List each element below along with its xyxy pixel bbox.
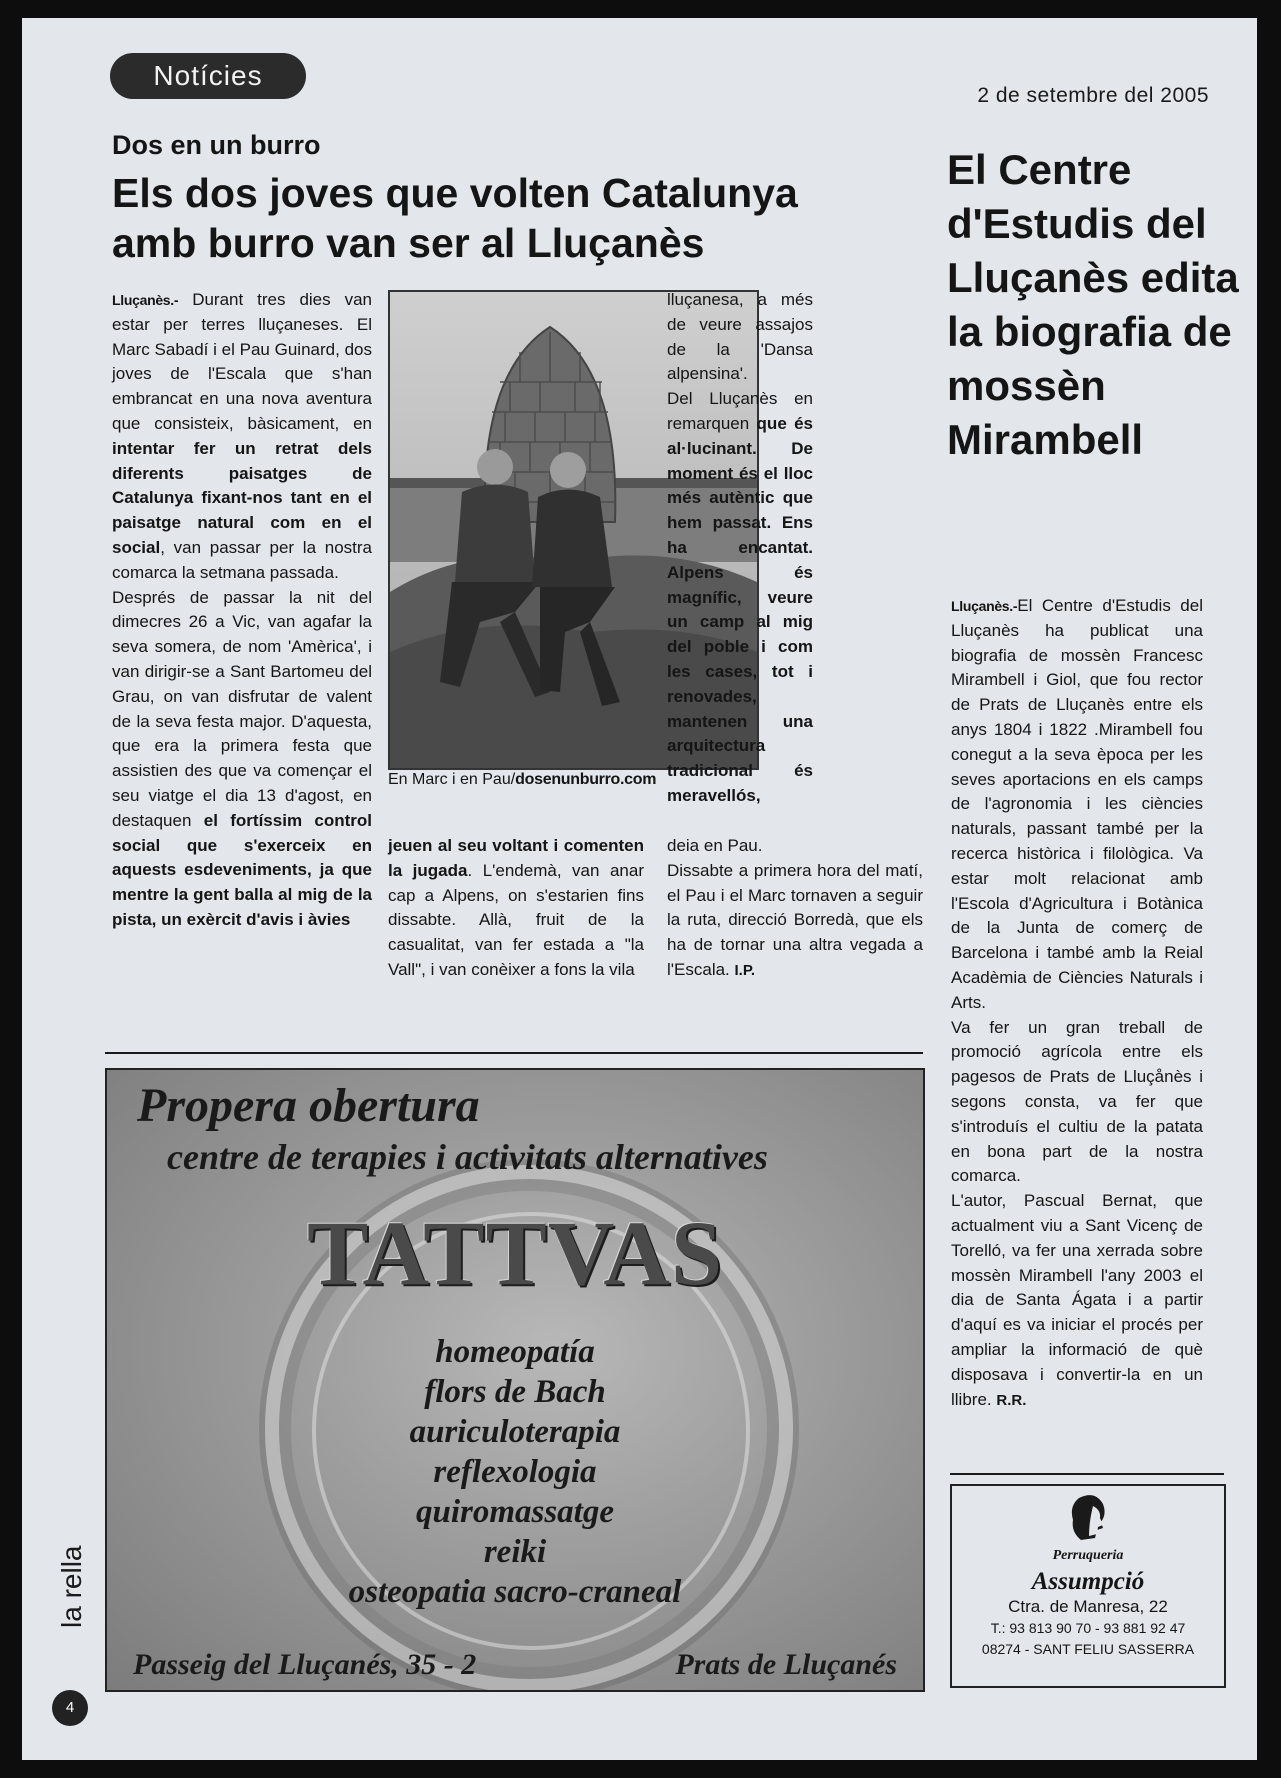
side-article-body: Lluçanès.-El Centre d'Estudis del Lluçanès ha publicat una biografia de mossèn Francesc Mirambell i Giol, que fou rector de Prats de Lluçanès entre els anys 1804 i 1822 .Mirambell fou conegut a la seva època per les seves aportacions en els camps de l'agronomia i les ciències naturals, passant també per la recerca històrica i filològica. Va estar molt relacionat amb l'Escola d'Agricultura i Botànica de la Junta de comerç de Barcelona i també amb la Reial Acadèmia de Ciències Naturals i Arts. Va fer un gran treball de promoció agrícola entre els pagesos de Prats de Lluçånès i segons consta, va fer que s'introduís el cultiu de la patata en bona part de la nostra comarca. L'autor, Pascual Bernat, que actualment viu a Sant Vicenç de Torelló, va fer una xerrada sobre mossèn Mirambell l'any 2003 el dia de Santa Ágata i a partir d'aquí es va iniciar el procés per ampliar la informació de què disposava i convertir-la en un llibre. R.R. bbox=[951, 596, 1203, 1409]
article-column-3-continued: deia en Pau. Dissabte a primera hora del matí, el Pau i el Marc tornaven a seguir la ruta, direcció Borredà, que els ha de tornar una altra vegada a l'Escala. I.P. bbox=[667, 836, 923, 979]
article-column-3: lluçanesa, a més de veure assajos de la 'Dansa alpensina'. Del Lluçanès en remarquen que és al·lucinant. De moment és el lloc més autèntic que hem passat. Ens ha encantat. Alpens és magnífic, veure un camp al mig del poble i com les cases, tot i renovades, mantenen una arquitectura tradicional és meravellós, bbox=[667, 290, 814, 805]
publication-name: la rella bbox=[56, 1545, 87, 1628]
ad-service: auriculoterapia bbox=[409, 1414, 621, 1450]
hairdresser-business-card bbox=[950, 1484, 1226, 1688]
ad-service: reiki bbox=[483, 1534, 547, 1570]
card-address: Ctra. de Manresa, 22 bbox=[1008, 1597, 1168, 1616]
ad-service: quiromassatge bbox=[415, 1494, 615, 1530]
side-article-signature: R.R. bbox=[996, 1391, 1027, 1409]
ad-town: Prats de Lluçanés bbox=[675, 1648, 897, 1681]
issue-date: 2 de setembre del 2005 bbox=[977, 84, 1209, 107]
article-column-2: jeuen al seu voltant i comenten la jugada. L'endemà, van anar cap a Alpens, on s'estarien fins dissabte. Allà, fruit de la casualitat, van fer estada a "la Vall", i van conèixer a fons la vila bbox=[388, 836, 644, 979]
tattvas-advertisement bbox=[105, 1068, 925, 1692]
article-column-1: Lluçanès.- Durant tres dies van estar per terres lluçaneses. El Marc Sabadí i el Pau Guinard, dos joves de l'Escala que s'han embrancat en una nova aventura que consisteix, bàsicament, en intentar fer un retrat dels diferents paisatges de Catalunya fixant-nos tant en el paisatge natural com en el social, van passar per la nostra comarca la setmana passada. Després de passar la nit del dimecres 26 a Vic, van agafar la seva somera, de nom 'Amèrica', i van dirigir-se a Sant Bartomeu del Grau, on van disfrutar de valent de la seva festa major. D'aquesta, que era la primera festa que assistien des que va començar el seu viatge el dia 13 d'agost, en destaquen el fortíssim control social que s'exerceix en aquests esdeveniments, ja que mentre la gent balla al mig de la pista, un exèrcit d'avis i àvies bbox=[112, 290, 372, 929]
article-lead: Lluçanès.- bbox=[112, 292, 179, 308]
caption-link: dosenunburro.com bbox=[515, 771, 657, 788]
ad-services-list bbox=[107, 1332, 923, 1612]
article-signature: I.P. bbox=[734, 961, 756, 979]
article-kicker: Dos en un burro bbox=[112, 130, 321, 160]
article-headline: Els dos joves que volten Catalunya amb burro van ser al Lluçanès bbox=[112, 170, 798, 266]
ad-brand-name: TATTVAS bbox=[306, 1202, 724, 1304]
woman-profile-logo-icon bbox=[1065, 1492, 1111, 1542]
ad-service: osteopatia sacro-craneal bbox=[348, 1574, 682, 1610]
card-business-type: Perruqueria bbox=[1052, 1548, 1124, 1563]
card-phone: T.: 93 813 90 70 - 93 881 92 47 bbox=[990, 1620, 1186, 1636]
card-city: 08274 - SANT FELIU SASSERRA bbox=[981, 1641, 1195, 1657]
ad-service: flors de Bach bbox=[424, 1374, 606, 1410]
section-badge: Notícies bbox=[110, 53, 306, 99]
ad-service: reflexologia bbox=[433, 1454, 597, 1490]
ad-title: Propera obertura bbox=[137, 1079, 480, 1132]
page-number: 4 bbox=[52, 1690, 88, 1726]
side-article-lead: Lluçanès.- bbox=[951, 598, 1018, 614]
newspaper-page bbox=[22, 18, 1257, 1760]
section-divider bbox=[105, 1052, 923, 1054]
card-business-name: Assumpció bbox=[1031, 1568, 1145, 1595]
ad-subtitle: centre de terapies i activitats alternatives bbox=[167, 1137, 768, 1177]
photo-caption: En Marc i en Pau/dosenunburro.com bbox=[388, 771, 657, 788]
card-divider bbox=[950, 1473, 1224, 1475]
side-article-headline: El Centre d'Estudis del Lluçanès edita la biografia de mossèn Mirambell bbox=[947, 146, 1239, 463]
ad-address: Passeig del Lluçanés, 35 - 2 bbox=[133, 1648, 477, 1681]
ad-service: homeopatía bbox=[435, 1334, 595, 1370]
